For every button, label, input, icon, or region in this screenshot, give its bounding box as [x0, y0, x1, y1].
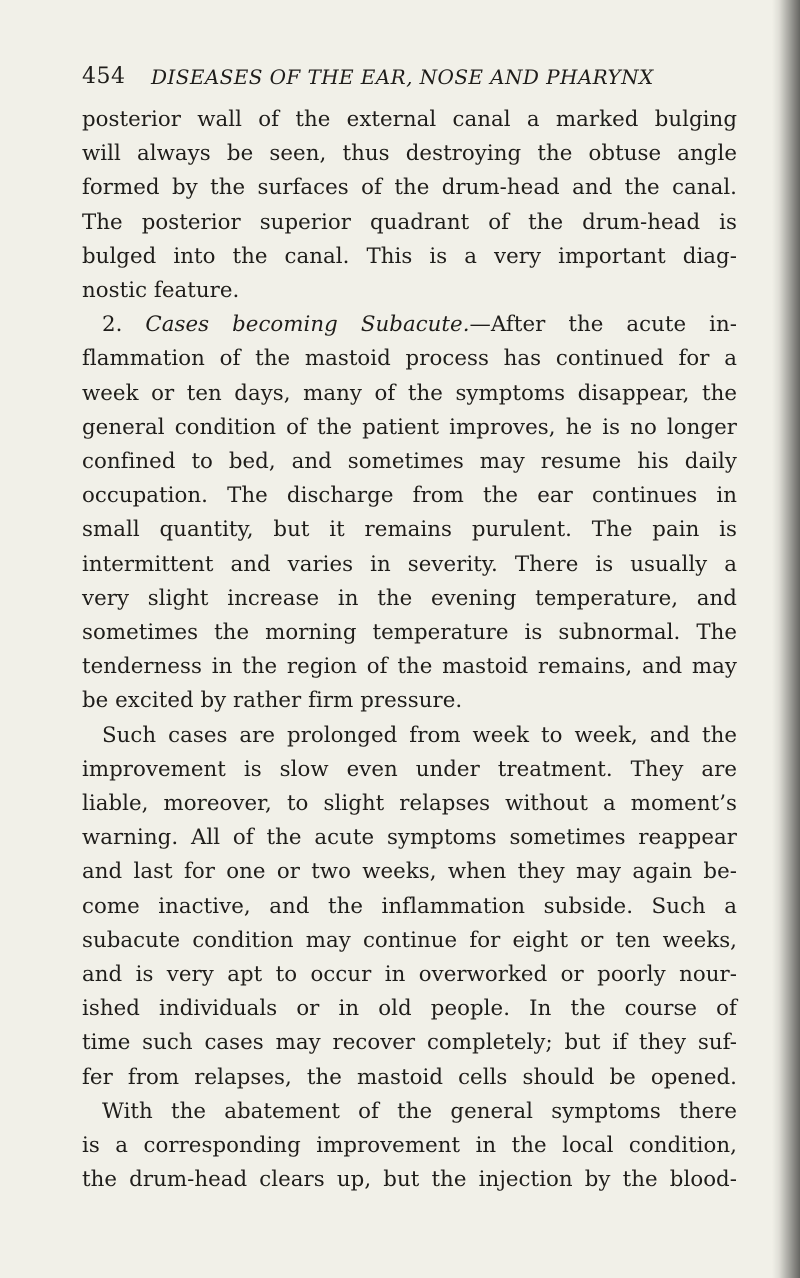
line-text: nostic feature.: [82, 278, 240, 303]
text-line: [82, 479, 737, 513]
line-text: posterior wall of the external canal a marked bulging: [82, 107, 737, 132]
line-text: the drum-head clears up, but the injection by the blood-: [82, 1167, 737, 1193]
line-text: fer from relapses, the mastoid cells should be opened.: [82, 1064, 737, 1090]
line-text: and is very apt to occur in overworked or poorly nour-: [82, 962, 737, 987]
line-text: will always be seen, thus destroying the obtuse angle: [82, 141, 737, 167]
line-text: is a corresponding improvement in the local condition,: [82, 1133, 737, 1158]
text-line: [82, 1026, 737, 1060]
line-text: and last for one or two weeks, when they may again be-: [82, 859, 737, 885]
text-line: [82, 616, 737, 650]
text-line: [82, 1163, 737, 1197]
running-title: DISEASES OF THE EAR, NOSE AND PHARYNX: [151, 65, 654, 89]
text-line: [82, 342, 737, 376]
line-text: ished individuals or in old people. In the course of: [82, 996, 737, 1022]
text-line: [82, 206, 737, 240]
text-line: [82, 821, 737, 855]
text-line: [82, 787, 737, 821]
text-line: [82, 753, 737, 787]
text-line: [82, 855, 737, 889]
text-line: [82, 137, 737, 171]
line-text: The posterior superior quadrant of the drum-head is: [82, 209, 737, 235]
text-line: [82, 684, 737, 718]
line-text: —After the acute in-: [469, 312, 737, 338]
section-number: 2.: [102, 312, 146, 338]
line-text: formed by the surfaces of the drum-head and the canal.: [82, 175, 737, 201]
text-line: [82, 650, 737, 684]
text-line: [82, 890, 737, 924]
text-line: [82, 1129, 737, 1163]
text-line: [82, 103, 737, 137]
line-text: occupation. The discharge from the ear continues in: [82, 483, 737, 509]
text-line: [102, 719, 737, 753]
line-text: liable, moreover, to slight relapses without a moment’s: [82, 791, 737, 816]
running-header: [82, 62, 712, 92]
line-text: subacute condition may continue for eight or ten weeks,: [82, 927, 737, 953]
text-line: [82, 992, 737, 1026]
line-text: bulged into the canal. This is a very important diag-: [82, 243, 737, 269]
line-text: very slight increase in the evening temperature, and: [82, 585, 737, 611]
text-line: [82, 1061, 737, 1095]
text-line: [82, 171, 737, 205]
text-line: [82, 274, 737, 308]
line-text: intermittent and varies in severity. There is usually a: [82, 551, 737, 577]
text-line: [82, 513, 737, 547]
text-line: [82, 377, 737, 411]
line-text: tenderness in the region of the mastoid remains, and may: [82, 654, 737, 680]
line-text: With the abatement of the general symptoms there: [102, 1098, 737, 1124]
section-heading: Cases becoming Subacute.: [145, 312, 470, 338]
text-line: [82, 958, 737, 992]
line-text: be excited by rather firm pressure.: [82, 688, 463, 714]
line-text: confined to bed, and sometimes may resume his daily: [82, 449, 737, 474]
page-number: 454: [82, 64, 126, 89]
text-line: [82, 582, 737, 616]
line-text: sometimes the morning temperature is subnormal. The: [82, 620, 737, 645]
page-edge-shadow: [772, 0, 800, 1278]
line-text: general condition of the patient improves, he is no longer: [82, 414, 737, 440]
text-line: [102, 1095, 737, 1129]
body-text: [82, 103, 737, 1193]
text-line: [102, 308, 737, 342]
line-text: flammation of the mastoid process has continued for a: [82, 346, 737, 372]
text-line: [82, 445, 737, 479]
line-text: improvement is slow even under treatment. They are: [82, 756, 737, 782]
line-text: time such cases may recover completely; but if they suf-: [82, 1030, 737, 1056]
line-text: warning. All of the acute symptoms sometimes reappear: [82, 825, 737, 851]
line-text: come inactive, and the inflammation subside. Such a: [82, 893, 737, 919]
line-text: small quantity, but it remains purulent. The pain is: [82, 517, 737, 543]
line-text: week or ten days, many of the symptoms disappear, the: [82, 380, 737, 406]
text-line: [82, 411, 737, 445]
text-line: [82, 924, 737, 958]
line-text: Such cases are prolonged from week to week, and the: [102, 722, 737, 748]
text-line: [82, 548, 737, 582]
text-line: [82, 240, 737, 274]
